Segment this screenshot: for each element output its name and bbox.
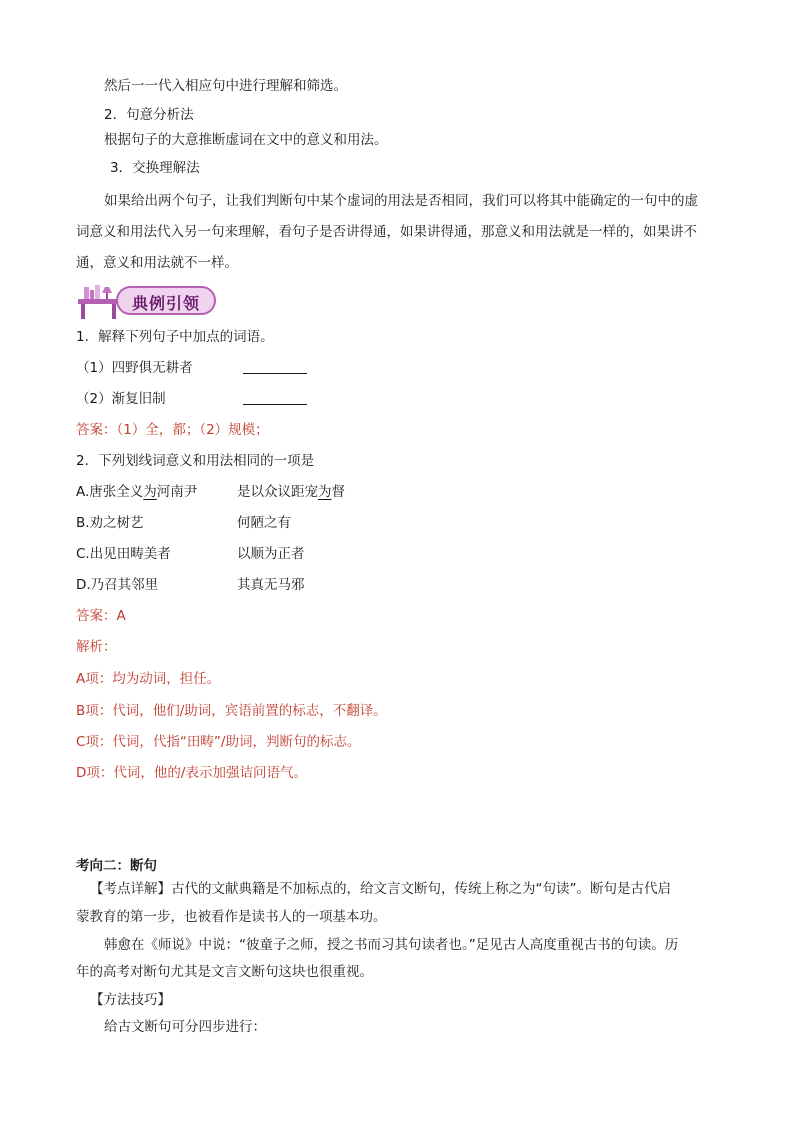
q2-option-c-left: C.出见田畴美者 bbox=[76, 546, 171, 562]
q2-option-d-right: 其真无马邪 bbox=[237, 577, 305, 593]
text-line-3: 根据句子的大意推断虚词在文中的意义和用法。 bbox=[104, 132, 388, 148]
text-line-5: 如果给出两个句子，让我们判断句中某个虚词的用法是否相同，我们可以将其中能确定的一句中的虚 bbox=[104, 193, 698, 209]
q2-analysis-label: 解析： bbox=[76, 639, 117, 655]
text-line-1: 然后一一代入相应句中进行理解和筛选。 bbox=[104, 78, 347, 94]
section-p2-line-1: 韩愈在《师说》中说：“彼童子之师，授之书而习其句读者也。”足见古人高度重视古书的句读。历 bbox=[104, 937, 679, 953]
q2-option-a-left: A.唐张全义为河南尹 bbox=[76, 484, 198, 500]
section-heading: 考向二：断句 bbox=[76, 858, 157, 874]
method-heading-3: 3．交换理解法 bbox=[110, 160, 200, 176]
section-p4: 给古文断句可分四步进行： bbox=[104, 1019, 266, 1035]
q2-analysis-c: C项：代词，代指“田畴”/助词，判断句的标志。 bbox=[76, 734, 361, 750]
underlined-word: 为 bbox=[318, 484, 332, 500]
section-p1-line-1: 【考点详解】古代的文献典籍是不加标点的，给文言文断句，传统上称之为“句读”。断句是古代启 bbox=[90, 881, 671, 897]
q2-option-d-left: D.乃召其邻里 bbox=[76, 577, 159, 593]
q1-item-2: （2）渐复旧制 bbox=[76, 391, 166, 407]
q2-option-b-left: B.劝之树艺 bbox=[76, 515, 144, 531]
q1-item-1: （1）四野俱无耕者 bbox=[76, 360, 193, 376]
method-tips-heading: 【方法技巧】 bbox=[90, 992, 171, 1008]
example-banner bbox=[76, 281, 221, 321]
q2-option-a-right: 是以众议距宠为督 bbox=[237, 484, 345, 500]
text-line-7: 通，意义和用法就不一样。 bbox=[76, 255, 238, 271]
banner-pill bbox=[116, 286, 216, 315]
q1-stem: 1．解释下列句子中加点的词语。 bbox=[76, 329, 274, 345]
q2-analysis-d: D项：代词，他的/表示加强诘问语气。 bbox=[76, 765, 307, 781]
method-heading-2: 2．句意分析法 bbox=[104, 107, 194, 123]
q1-blank-2 bbox=[243, 404, 307, 405]
q2-option-b-right: 何陋之有 bbox=[237, 515, 291, 531]
q2-analysis-b: B项：代词，他们/助词，宾语前置的标志，不翻译。 bbox=[76, 703, 387, 719]
q2-option-c-right: 以顺为正者 bbox=[237, 546, 305, 562]
q2-answer: 答案：A bbox=[76, 608, 126, 624]
q2-analysis-a: A项：均为动词，担任。 bbox=[76, 671, 221, 687]
underlined-word: 为 bbox=[143, 484, 157, 500]
q2-stem: 2．下列划线词意义和用法相同的一项是 bbox=[76, 453, 315, 469]
text-line-6: 词意义和用法代入另一句来理解，看句子是否讲得通，如果讲得通，那意义和用法就是一样的，如果讲不 bbox=[76, 224, 697, 240]
q1-answer: 答案：（1）全，都；（2）规模； bbox=[76, 422, 269, 438]
q1-blank-1 bbox=[243, 373, 307, 374]
section-p2-line-2: 年的高考对断句尤其是文言文断句这块也很重视。 bbox=[76, 964, 373, 980]
section-p1-line-2: 蒙教育的第一步，也被看作是读书人的一项基本功。 bbox=[76, 909, 387, 925]
banner-label: 典例引领 bbox=[131, 294, 200, 313]
